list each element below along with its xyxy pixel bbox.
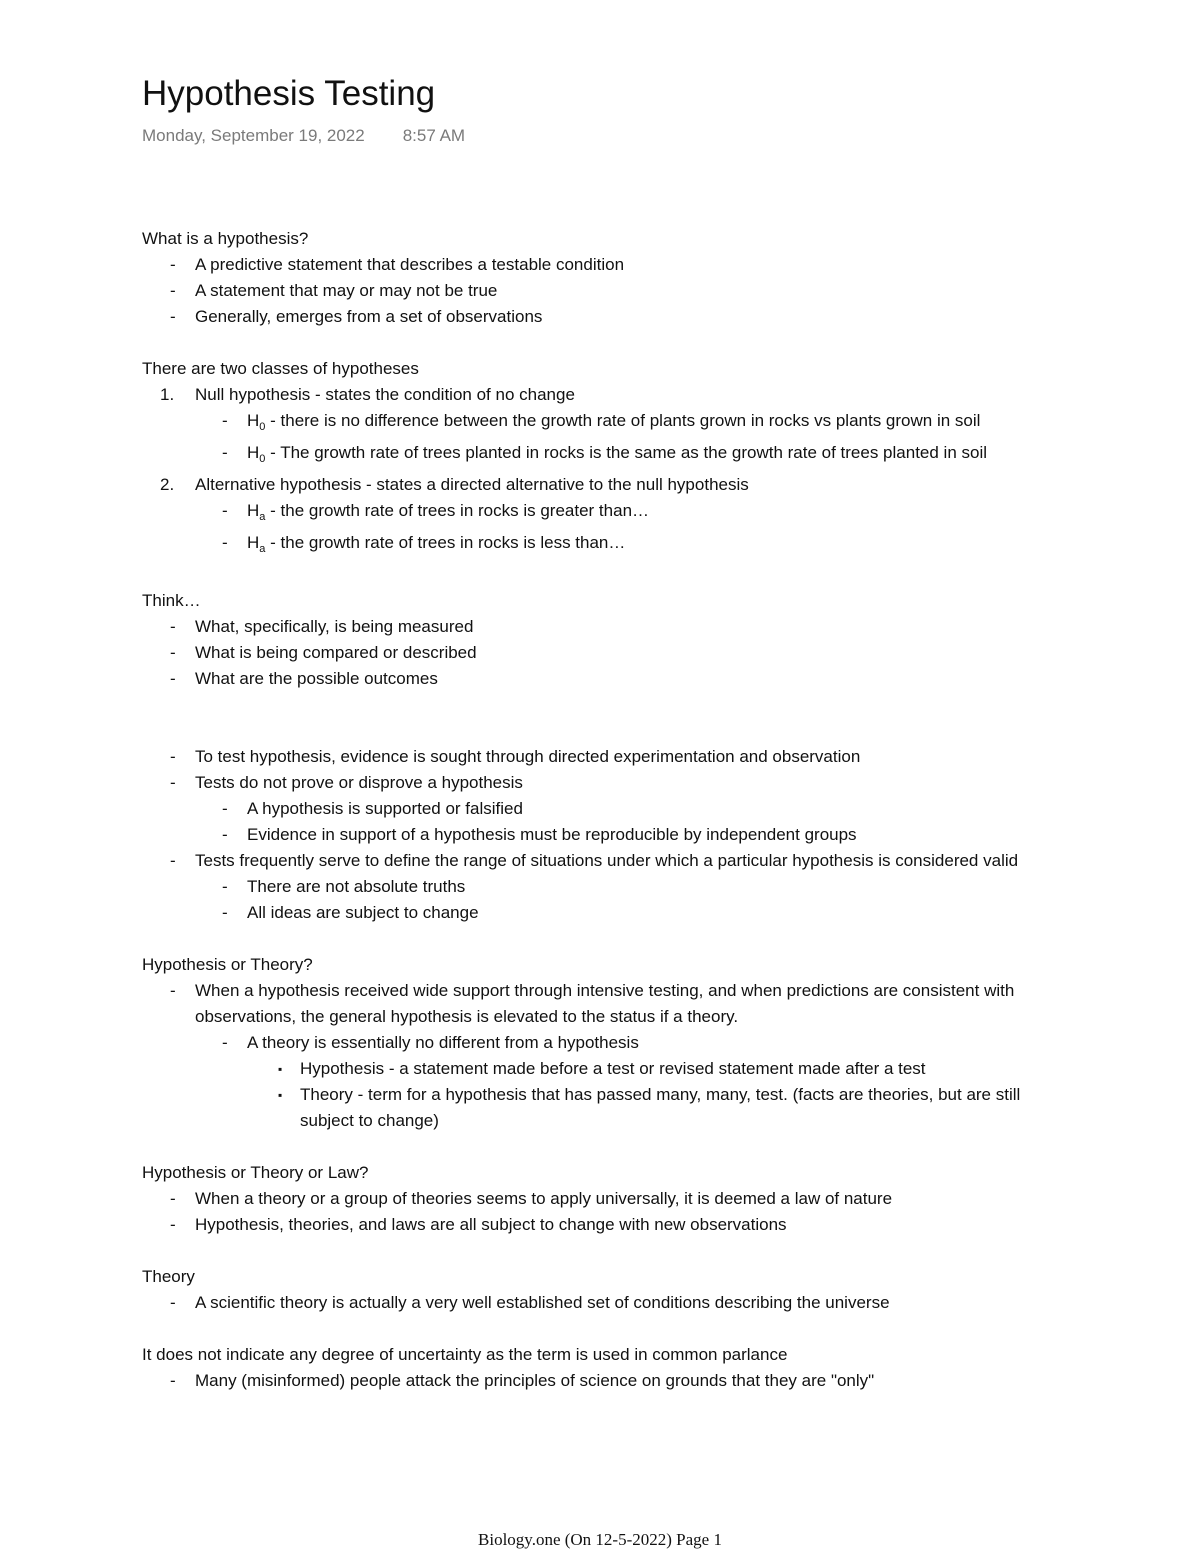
dash-bullet: - [170,851,176,870]
list-item [142,1290,1072,1316]
list-item [142,1030,1072,1056]
note-body [142,226,1072,1394]
list-item [142,614,1072,640]
list-item-text: When a hypothesis received wide support through intensive testing, and when predictions are consistent with observations, the general hypothesis is elevated to the status if a theory. [195,981,1015,1026]
list-item [142,900,1072,926]
page-footer: Biology.one (On 12-5-2022) Page 1 [478,1530,722,1549]
list-item [142,252,1072,278]
list-item [142,498,1072,530]
list-item [142,304,1072,330]
list-item [142,278,1072,304]
list-item-text: What, specifically, is being measured [195,617,474,636]
page-time: 8:57 AM [402,126,466,145]
list-item-text: - The growth rate of trees planted in rocks is the same as the growth rate of trees planted in soil [265,443,988,462]
list-item-text: Tests frequently serve to define the range of situations under which a particular hypothesis is considered valid [195,851,1019,870]
dash-bullet: - [170,747,176,766]
list-item-text: All ideas are subject to change [247,903,479,922]
h-symbol: $H_a$ [247,501,266,523]
square-bullet-icon: ▪ [278,1062,283,1076]
list-item-text: - the growth rate of trees in rocks is less than… [265,533,626,552]
page-dateline [142,126,465,146]
dash-bullet: - [170,617,176,636]
list-item [142,848,1072,874]
dash-bullet: - [170,1215,176,1234]
list-item-text: When a theory or a group of theories seems to apply universally, it is deemed a law of nature [195,1189,893,1208]
list-item-text: There are not absolute truths [247,877,466,896]
list-item-text: Null hypothesis - states the condition of no change [195,385,575,404]
dash-bullet: - [170,307,176,326]
dash-bullet: - [170,1371,176,1390]
list-item-text: Evidence in support of a hypothesis must be reproducible by independent groups [247,825,857,844]
page-date: Monday, September 19, 2022 [142,126,365,145]
dash-bullet: - [222,1033,228,1052]
h-symbol: $H_0$ [247,443,266,465]
list-item [142,822,1072,848]
dash-bullet: - [222,825,228,844]
list-item-text: A theory is essentially no different from a hypothesis [247,1033,639,1052]
section-heading: Hypothesis or Theory? [142,955,313,974]
dash-bullet: - [170,281,176,300]
list-item-text: Generally, emerges from a set of observations [195,307,543,326]
list-item-text: Many (misinformed) people attack the principles of science on grounds that they are "only" [195,1371,875,1390]
list-item-text: What are the possible outcomes [195,669,438,688]
list-item-text: Hypothesis - a statement made before a test or revised statement made after a test [300,1059,926,1078]
dash-bullet: - [222,799,228,818]
h-symbol: $H_0$ [247,411,266,433]
list-item-text: What is being compared or described [195,643,477,662]
list-item [142,408,1072,440]
list-item [142,744,1072,770]
dash-bullet: - [222,877,228,896]
section-heading: Think… [142,591,201,610]
dash-bullet: - [170,1189,176,1208]
dash-bullet: - [170,981,176,1000]
list-item-text: A scientific theory is actually a very well established set of conditions describing the universe [195,1293,890,1312]
number-marker: 2. [160,475,175,494]
number-marker: 1. [160,385,175,404]
list-item-text: Hypothesis, theories, and laws are all subject to change with new observations [195,1215,787,1234]
dash-bullet: - [222,533,228,552]
list-item-text: A predictive statement that describes a testable condition [195,255,625,274]
list-item [142,978,1072,1030]
section-heading: What is a hypothesis? [142,229,309,248]
dash-bullet: - [222,443,228,462]
list-item-text: - the growth rate of trees in rocks is greater than… [265,501,650,520]
list-item-text: A hypothesis is supported or falsified [247,799,523,818]
h-symbol: $H_a$ [247,533,266,555]
list-item [142,1212,1072,1238]
numbered-item [142,382,1072,408]
dash-bullet: - [222,903,228,922]
dash-bullet: - [170,255,176,274]
list-item-text: - there is no difference between the growth rate of plants grown in rocks vs plants grown in soil [265,411,981,430]
list-item [142,530,1072,562]
dash-bullet: - [170,773,176,792]
list-item-text: Theory - term for a hypothesis that has passed many, many, test. (facts are theories, but are still subject to change) [300,1085,1021,1130]
list-item [142,1186,1072,1212]
dash-bullet: - [170,669,176,688]
dash-bullet: - [222,411,228,430]
section-heading: Theory [142,1267,195,1286]
list-item [142,1056,1072,1082]
section-heading: Hypothesis or Theory or Law? [142,1163,369,1182]
section-heading: It does not indicate any degree of uncertainty as the term is used in common parlance [142,1345,788,1364]
list-item [142,874,1072,900]
list-item [142,666,1072,692]
dash-bullet: - [170,1293,176,1312]
list-item [142,1368,1072,1394]
list-item-text: A statement that may or may not be true [195,281,498,300]
list-item [142,770,1072,796]
section-heading: There are two classes of hypotheses [142,359,419,378]
list-item [142,440,1072,472]
list-item-text: To test hypothesis, evidence is sought through directed experimentation and observation [195,747,861,766]
list-item [142,1082,1072,1134]
page-title: Hypothesis Testing [142,74,436,113]
numbered-item [142,472,1072,498]
list-item-text: Tests do not prove or disprove a hypothesis [195,773,523,792]
list-item [142,796,1072,822]
list-item-text: Alternative hypothesis - states a directed alternative to the null hypothesis [195,475,749,494]
dash-bullet: - [170,643,176,662]
dash-bullet: - [222,501,228,520]
list-item [142,640,1072,666]
square-bullet-icon: ▪ [278,1088,283,1102]
